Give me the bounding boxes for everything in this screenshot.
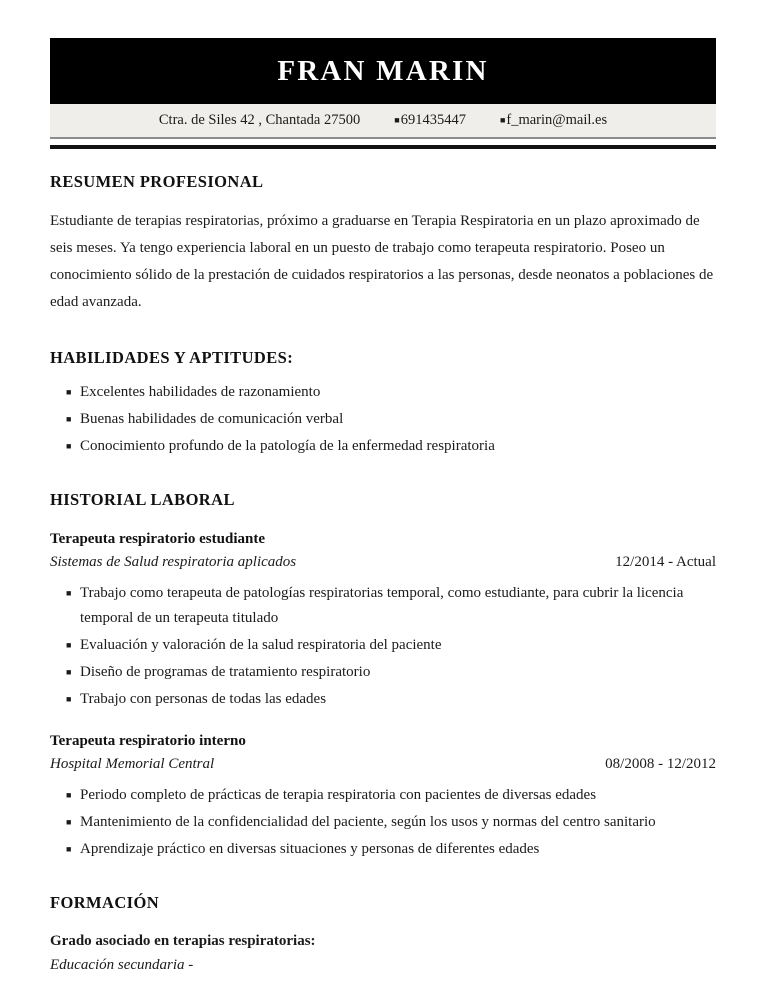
list-item: ■ Evaluación y valoración de la salud respiratoria del paciente: [50, 633, 716, 658]
list-item: ■ Aprendizaje práctico en diversas situaciones y personas de diferentes edades: [50, 837, 716, 862]
section-skills: [50, 348, 716, 459]
candidate-name: FRAN MARIN: [277, 54, 489, 87]
job-title: Terapeuta respiratorio interno: [50, 733, 246, 749]
list-item: ■ Buenas habilidades de comunicación verbal: [50, 407, 716, 432]
contact-bar: [50, 104, 716, 139]
contact-line: [159, 112, 607, 129]
job-meta: [50, 550, 716, 574]
name-banner: [50, 38, 716, 104]
section-title-skills: HABILIDADES Y APTITUDES:: [50, 348, 294, 367]
section-title-education: FORMACIÓN: [50, 893, 160, 912]
list-item: ■ Trabajo como terapeuta de patologías respiratorias temporal, como estudiante, para cubrir la licencia temporal de un terapeuta titulado: [50, 581, 716, 631]
section-education: [50, 893, 716, 977]
list-item: ■ Mantenimiento de la confidencialidad del paciente, según los usos y normas del centro sanitario: [50, 810, 716, 835]
job-dates: 08/2008 - 12/2012: [605, 756, 716, 772]
list-item: ■ Conocimiento profundo de la patología de la enfermedad respiratoria: [50, 434, 716, 459]
job-company: Hospital Memorial Central: [50, 756, 215, 772]
section-summary: [50, 172, 716, 316]
contact-phone: 691435447: [400, 112, 466, 128]
job-bullets: [50, 783, 716, 862]
job-company: Sistemas de Salud respiratoria aplicados: [50, 554, 297, 570]
job-bullets: [50, 581, 716, 712]
resume-body: [50, 172, 716, 977]
section-title-summary: RESUMEN PROFESIONAL: [50, 172, 264, 191]
resume-header: [50, 38, 716, 139]
contact-email: f_marin@mail.es: [506, 112, 608, 128]
job-title: Terapeuta respiratorio estudiante: [50, 531, 265, 547]
square-bullet-icon: ■: [499, 115, 506, 126]
skills-list: [50, 380, 716, 459]
job-entry: [50, 528, 716, 712]
education-school: Educación secundaria -: [50, 957, 194, 973]
summary-paragraph: Estudiante de terapias respiratorias, próximo a graduarse en Terapia Respiratoria en un plazo aproximado de seis meses. Ya tengo experiencia laboral en un puesto de trabajo como terapeuta respiratorio. Poseo un conocimiento sólido de la prestación de cuidados respiratorios a las personas, desde neonatos a poblaciones de edad avanzada.: [50, 213, 714, 310]
contact-email-group: [500, 112, 607, 129]
list-item: ■ Diseño de programas de tratamiento respiratorio: [50, 660, 716, 685]
job-meta: [50, 752, 716, 776]
job-dates: 12/2014 - Actual: [615, 554, 716, 570]
square-bullet-icon: ■: [394, 115, 400, 126]
list-item: ■ Periodo completo de prácticas de terapia respiratoria con pacientes de diversas edades: [50, 783, 716, 808]
list-item: ■ Excelentes habilidades de razonamiento: [50, 380, 716, 405]
contact-address: Ctra. de Siles 42 , Chantada 27500: [158, 112, 361, 128]
section-work-history: [50, 490, 716, 862]
header-divider-rule: [50, 145, 716, 149]
education-degree: Grado asociado en terapias respiratorias:: [50, 933, 316, 949]
contact-phone-group: [394, 112, 466, 129]
list-item: ■ Trabajo con personas de todas las edades: [50, 687, 716, 712]
section-title-work-history: HISTORIAL LABORAL: [50, 490, 235, 509]
job-entry: [50, 730, 716, 862]
